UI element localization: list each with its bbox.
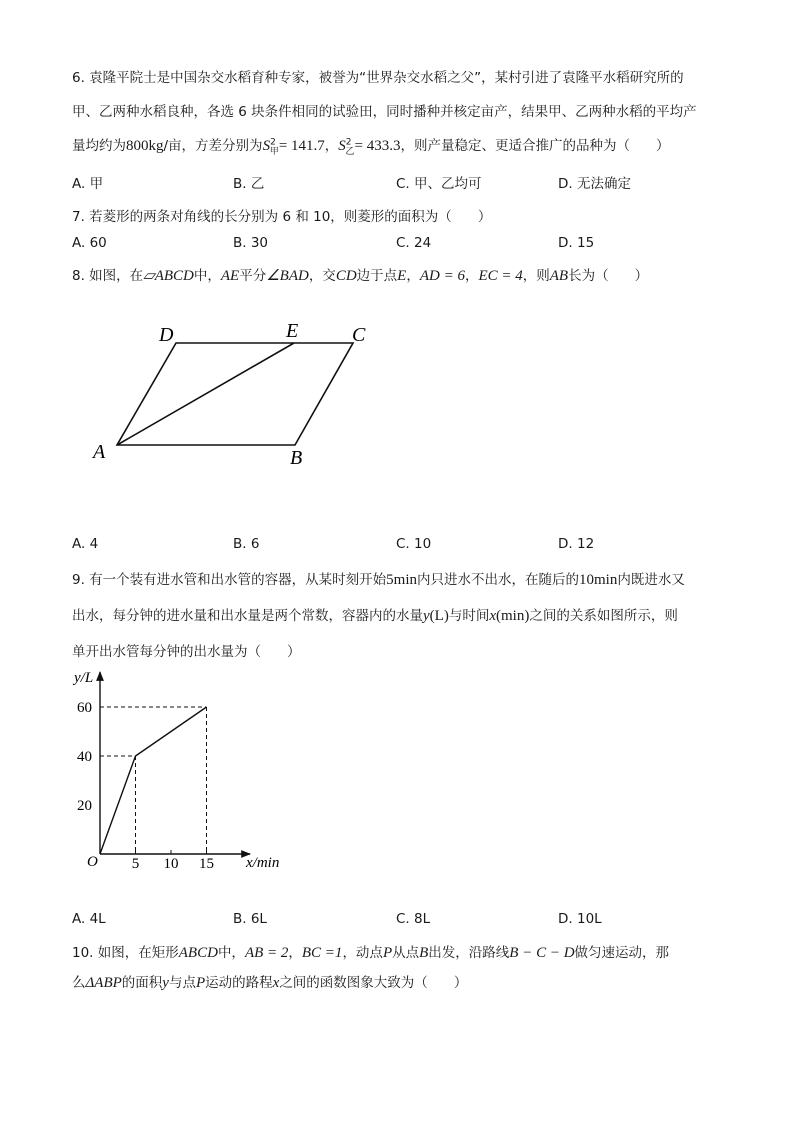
q10-text-1f: 出发，沿路线 — [428, 945, 510, 961]
q9-line3 — [72, 640, 301, 660]
q10-close-paren: ） — [453, 975, 468, 991]
q6-text-a: 量均约为 — [72, 138, 126, 154]
label-a: A — [93, 441, 106, 463]
q7-close-paren: ） — [477, 209, 492, 225]
q8-close-paren: ） — [634, 268, 649, 284]
q9-text-2c: 之间的关系如图所示，则 — [529, 608, 678, 624]
q10-text-1c: ， — [288, 945, 302, 961]
q10-abcd: ABCD — [178, 945, 218, 961]
q8-text-2: 中， — [193, 268, 221, 284]
q10-text-2e: 之间的函数图象大致为（ — [279, 975, 428, 991]
q10-text-2b: 的面积 — [121, 975, 163, 991]
q10-text-2d: 运动的路程 — [205, 975, 273, 991]
q9-close-paren: ） — [287, 644, 301, 660]
q10-ab: AB = 2 — [244, 945, 289, 961]
q8-text-1: 8. 如图，在 — [72, 268, 144, 284]
q8-text-9: 长为（ — [568, 268, 609, 284]
q10-text-2c: 与点 — [168, 975, 196, 991]
q6-variance-b: = 433.3 — [354, 138, 401, 154]
q9-line1 — [72, 568, 685, 589]
q9-text-1c: 内只进水不出水，在随后的 — [417, 572, 580, 588]
q10-text-1g: 做匀速运动，那 — [574, 945, 670, 961]
label-b: B — [290, 447, 303, 469]
q6-square-b: 2 — [345, 137, 352, 148]
q6-text-b: /亩，方差分别为 — [163, 138, 263, 154]
q9-10min: 10min — [579, 572, 618, 588]
parallelogram-abcd — [117, 343, 353, 445]
q8-option-c[interactable]: C. 10 — [396, 536, 432, 552]
q10-p: P — [382, 945, 393, 961]
q6-close-paren: ） — [656, 138, 670, 154]
q9-text-1a: 9. 有一个装有进水管和出水管的容器，从某时刻开始 — [72, 572, 387, 588]
label-d: D — [159, 324, 174, 346]
q6-line3 — [72, 134, 670, 157]
x-tick-label-15: 15 — [199, 856, 214, 872]
q8-cd: CD — [335, 268, 357, 284]
q8-text-8: ，则 — [522, 268, 550, 284]
q8-e: E — [397, 268, 407, 284]
q9-x: x — [489, 608, 496, 624]
q8-text-4: ，交 — [308, 268, 336, 284]
q9-line2 — [72, 604, 678, 625]
label-e: E — [286, 320, 299, 342]
q10-y: y — [162, 975, 169, 991]
q6-yield: 800kg — [126, 138, 164, 154]
q8-angle: ∠BAD — [266, 268, 309, 284]
q9-text-3: 单开出水管每分钟的出水量为（ — [72, 644, 261, 660]
q10-b: B — [419, 945, 429, 961]
x-axis-label: x/min — [246, 855, 280, 871]
origin-label: O — [87, 854, 98, 870]
x-tick-label-10: 10 — [163, 856, 179, 872]
q9-L: (L) — [429, 608, 449, 624]
q9-5min: 5min — [386, 572, 418, 588]
q8-option-d[interactable]: D. 12 — [558, 536, 595, 552]
q6-variance-a: = 141.7 — [278, 138, 325, 154]
q6-line1: 6. 袁隆平院士是中国杂交水稻育种专家，被誉为“世界杂交水稻之父”，某村引进了袁隆平水稻研究所的 — [72, 70, 684, 86]
q9-option-c[interactable]: C. 8L — [396, 911, 431, 927]
q9-water-volume-chart — [60, 662, 360, 882]
q10-triangle: ΔABP — [85, 975, 122, 991]
q7-line — [72, 205, 491, 225]
q6-variance-symbol-b: S — [338, 138, 346, 154]
data-series-line — [100, 707, 207, 854]
q8-parallelogram-symbol: ▱ABCD — [143, 268, 194, 284]
q10-text-1e: 从点 — [392, 945, 420, 961]
q9-option-b[interactable]: B. 6L — [233, 911, 267, 927]
y-axis-label: y/L — [74, 670, 94, 686]
q9-text-1e: 内既进水又 — [617, 572, 685, 588]
q6-sub-b: 乙 — [345, 146, 355, 157]
q9-y: y — [423, 608, 430, 624]
q8-text-3: 平分 — [239, 268, 267, 284]
q6-option-b[interactable]: B. 乙 — [233, 176, 265, 192]
q8-text-7: ， — [464, 268, 479, 284]
q6-option-a[interactable]: A. 甲 — [72, 176, 104, 192]
q6-square-a: 2 — [270, 137, 276, 148]
q6-sub-a: 甲 — [269, 146, 279, 157]
q7-text: 7. 若菱形的两条对角线的长分别为 6 和 10，则菱形的面积为（ — [72, 209, 452, 225]
q9-text-2a: 出水，每分钟的进水量和出水量是两个常数，容器内的水量 — [72, 608, 423, 624]
q10-x: x — [272, 975, 280, 991]
q8-ec: EC = 4 — [478, 268, 523, 284]
q7-option-d[interactable]: D. 15 — [558, 235, 595, 251]
q9-option-a[interactable]: A. 4L — [72, 911, 106, 927]
q6-line2: 甲、乙两种水稻良种，各选 6 块条件相同的试验田，同时播种并核定亩产，结果甲、乙两种水稻的平均产 — [72, 104, 697, 120]
q8-line — [72, 264, 648, 285]
q8-ab: AB — [549, 268, 569, 284]
q8-ad: AD = 6 — [419, 268, 465, 284]
q6-text-c: ，则产量稳定、更适合推广的品种为（ — [400, 138, 630, 154]
q9-text-2b: 与时间 — [448, 608, 490, 624]
q7-option-b[interactable]: B. 30 — [233, 235, 269, 251]
q10-text-1b: 中， — [217, 945, 245, 961]
q8-text-5: 边于点 — [356, 268, 398, 284]
q10-path: B − C − D — [509, 945, 575, 961]
q10-bc: BC =1 — [301, 945, 343, 961]
q10-text-1a: 10. 如图，在矩形 — [72, 945, 179, 961]
y-tick-label-60: 60 — [77, 700, 92, 716]
q10-text-2a: 么 — [72, 975, 86, 991]
q7-option-c[interactable]: C. 24 — [396, 235, 432, 251]
q10-line2 — [72, 971, 467, 992]
q7-option-a[interactable]: A. 60 — [72, 235, 107, 251]
q6-sep: ， — [324, 138, 339, 154]
q9-option-d[interactable]: D. 10L — [558, 911, 602, 927]
q8-option-b[interactable]: B. 6 — [233, 536, 260, 552]
q10-p2: P — [195, 975, 206, 991]
y-tick-label-40: 40 — [77, 749, 92, 765]
q8-text-6: ， — [406, 268, 420, 284]
q8-ae: AE — [220, 268, 240, 284]
q10-text-1d: ，动点 — [342, 945, 383, 961]
q8-parallelogram-figure — [0, 300, 794, 520]
q6-option-c[interactable]: C. 甲、乙均可 — [396, 176, 482, 192]
q10-line1 — [72, 941, 669, 962]
x-tick-label-5: 5 — [131, 856, 140, 872]
segment-ae — [117, 343, 294, 445]
q9-min: (min) — [496, 608, 530, 624]
q6-variance-symbol-a: S — [262, 138, 271, 154]
label-c: C — [352, 324, 366, 346]
q6-option-d[interactable]: D. 无法确定 — [558, 176, 631, 192]
q8-option-a[interactable]: A. 4 — [72, 536, 99, 552]
y-tick-label-20: 20 — [77, 798, 92, 814]
